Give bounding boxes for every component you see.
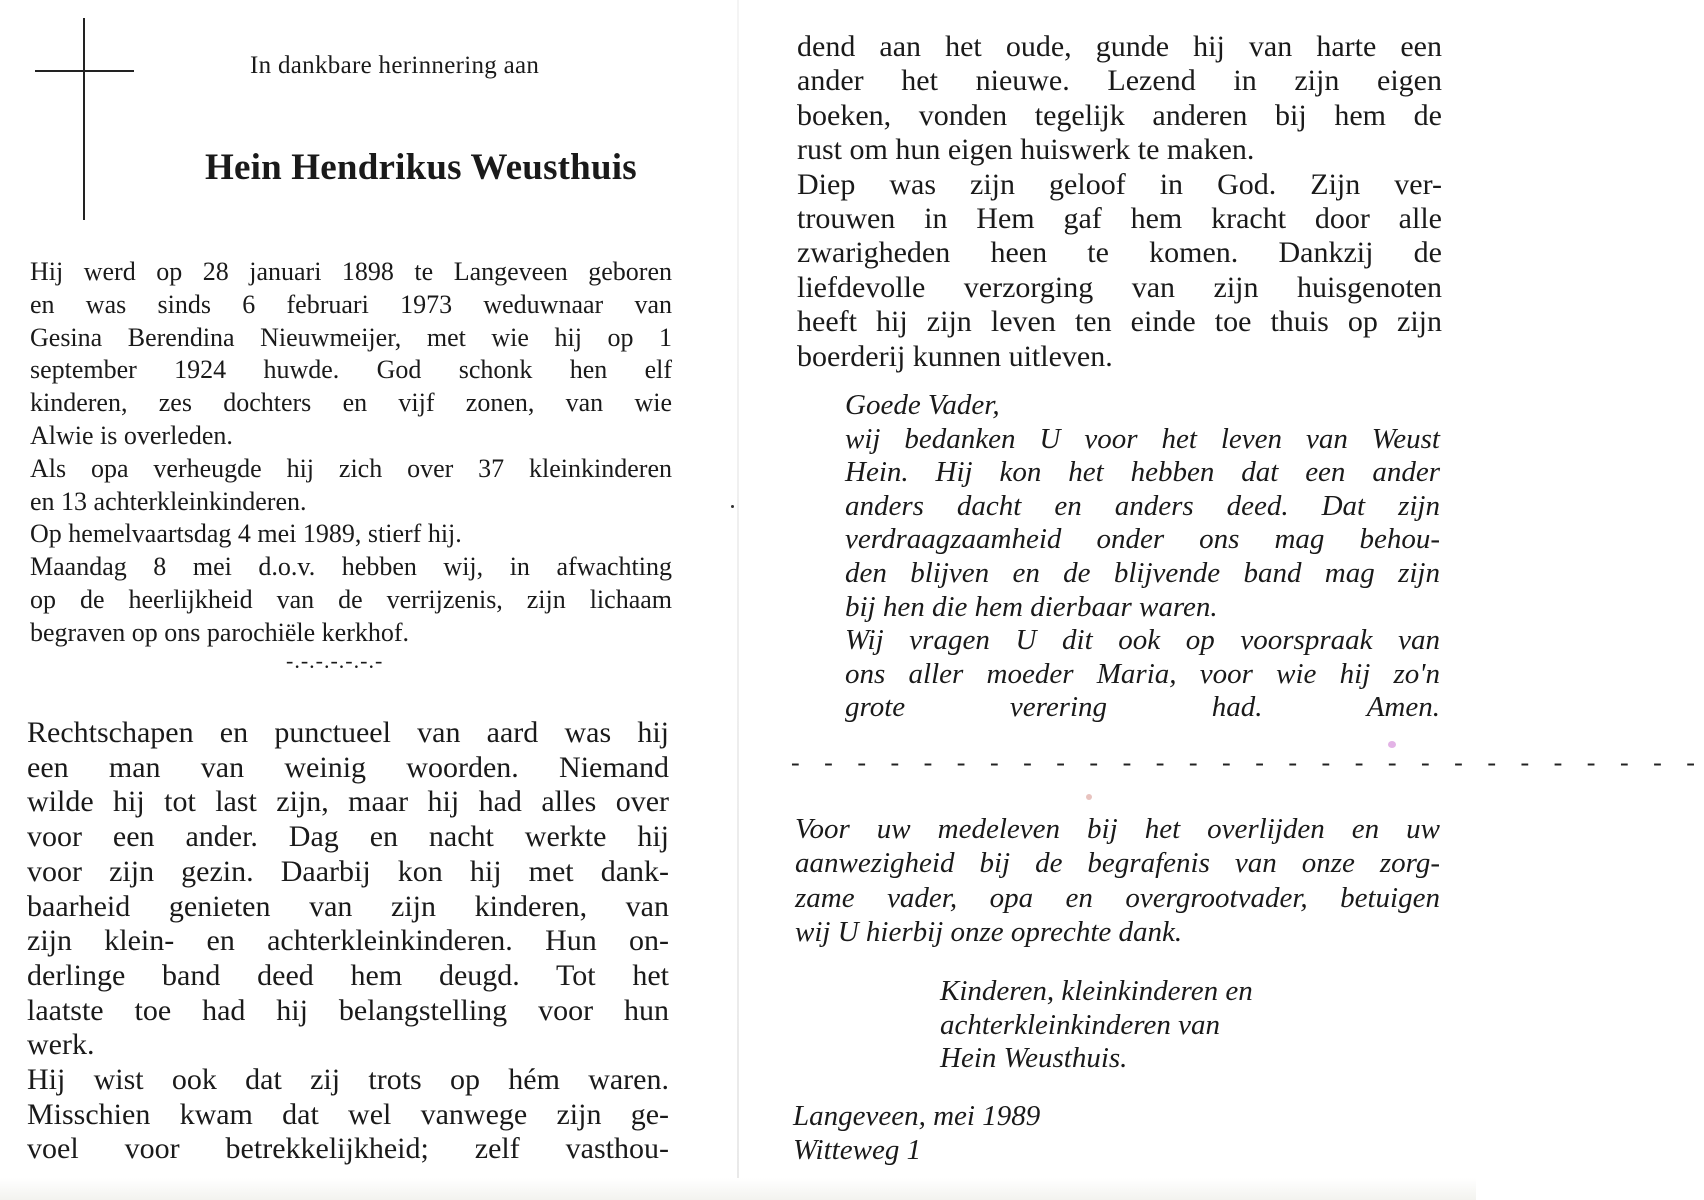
prayer-line: Wij vragen U dit ook op voorspraak van [845, 624, 1440, 657]
biography-line: kinderen, zes dochters en vijf zonen, van wie [30, 388, 672, 418]
character-line: Hij wist ook dat zij trots op hém waren. [27, 1063, 669, 1097]
biography-line: Alwie is overleden. [30, 420, 233, 450]
place-date: Langeveen, mei 1989 [793, 1100, 1041, 1132]
biography-line: Als opa verheugde hij zich over 37 kleinkinderen [30, 453, 672, 483]
character-line: heeft hij zijn leven ten einde toe thuis op zijn [797, 305, 1442, 339]
thanks-line: wij U hierbij onze oprechte dank. [795, 915, 1183, 948]
thanks-line: Voor uw medeleven bij het overlijden en uw [795, 813, 1440, 845]
biography-line: Gesina Berendina Nieuwmeijer, met wie hij op 1 [30, 322, 672, 352]
prayer-line: bij hen die hem dierbaar waren. [845, 590, 1218, 623]
character-line: werk. [27, 1028, 95, 1062]
character-line: Misschien kwam dat wel vanwege zijn ge- [27, 1097, 669, 1131]
character-line: voor een ander. Dag en nacht werkte hij [27, 820, 669, 854]
prayer-line: wij bedanken U voor het leven van Weust [845, 422, 1440, 455]
signature-line: Hein Weusthuis. [940, 1042, 1128, 1074]
prayer-line: Hein. Hij kon het hebben dat een ander [845, 456, 1440, 489]
character-line: boeken, vonden tegelijk anderen bij hem de [797, 98, 1442, 132]
biography-line: september 1924 huwde. God schonk hen elf [30, 355, 672, 385]
prayer-line: verdraagzaamheid onder ons mag behou- [845, 523, 1440, 556]
address: Witteweg 1 [793, 1134, 922, 1166]
biography-line: Hij werd op 28 januari 1898 te Langeveen geboren [30, 257, 672, 286]
thanks-line: zame vader, opa en overgrootvader, betuigen [795, 881, 1440, 914]
card-bottom-edge [0, 1178, 1476, 1200]
character-line: voel voor betrekkelijkheid; zelf vasthou- [27, 1132, 669, 1166]
paper-speck [1086, 794, 1092, 800]
cross-horizontal-bar [35, 70, 134, 72]
character-line: zwarigheden heen te komen. Dankzij de [797, 236, 1442, 270]
character-line: wilde hij tot last zijn, maar hij had alles over [27, 785, 669, 819]
section-separator: -.-.-.-.-.-.- [286, 648, 384, 673]
signature-line: achterkleinkinderen van [940, 1008, 1220, 1041]
paper-speck [731, 505, 734, 508]
biography-line: Maandag 8 mei d.o.v. hebben wij, in afwachting [30, 552, 672, 582]
prayer-amen: Amen. [1366, 691, 1440, 724]
character-line: derlinge band deed hem deugd. Tot het [27, 958, 669, 992]
thanks-line: aanwezigheid bij de begrafenis van onze zorg- [795, 847, 1440, 880]
signature-block [940, 975, 1360, 1076]
biography-line: begraven op ons parochiële kerkhof. [30, 617, 410, 647]
character-line: een man van weinig woorden. Niemand [27, 750, 669, 784]
place-date-block [793, 1099, 1193, 1167]
character-paragraph-left [27, 716, 669, 1167]
character-line: voor zijn gezin. Daarbij kon hij met dank- [27, 854, 669, 888]
memorial-intro: In dankbare herinnering aan [250, 52, 540, 79]
character-line: liefdevolle verzorging van zijn huisgenoten [797, 270, 1442, 304]
prayer-closing-line [845, 691, 1440, 725]
biography-paragraph [30, 256, 672, 650]
prayer-line: Goede Vader, [845, 389, 1000, 421]
character-line: baarheid genieten van zijn kinderen, van [27, 889, 669, 923]
biography-line: en was sinds 6 februari 1973 weduwnaar van [30, 289, 672, 319]
prayer-line: ons aller moeder Maria, voor wie hij zo'n [845, 657, 1440, 690]
cross-vertical-bar [83, 18, 85, 220]
paper-speck [1388, 741, 1396, 748]
biography-line: Op hemelvaartsdag 4 mei 1989, stierf hij. [30, 519, 462, 549]
signature-line: Kinderen, kleinkinderen en [940, 975, 1253, 1007]
prayer-last-line: grote verering had. [845, 691, 1263, 724]
thanks-paragraph [795, 812, 1440, 949]
dashed-divider: - - - - - - - - - - - - - - - - - - - - - - - - - - - - [791, 748, 1704, 777]
character-line: rust om hun eigen huiswerk te maken. [797, 133, 1255, 167]
deceased-name: Hein Hendrikus Weusthuis [205, 147, 637, 188]
character-paragraph-right [797, 30, 1442, 374]
biography-line: en 13 achterkleinkinderen. [30, 486, 307, 516]
character-line: zijn klein- en achterkleinkinderen. Hun on- [27, 924, 669, 958]
character-line: trouwen in Hem gaf hem kracht door alle [797, 202, 1442, 236]
character-line: boerderij kunnen uitleven. [797, 339, 1113, 373]
biography-line: op de heerlijkheid van de verrijzenis, zijn lichaam [30, 584, 672, 614]
prayer-line: den blijven en de blijvende band mag zijn [845, 556, 1440, 589]
character-line: ander het nieuwe. Lezend in zijn eigen [797, 64, 1442, 98]
character-line: Rechtschapen en punctueel van aard was hij [27, 716, 669, 749]
character-line: laatste toe had hij belangstelling voor hun [27, 993, 669, 1027]
character-line: dend aan het oude, gunde hij van harte een [797, 30, 1442, 63]
card-fold-line [737, 0, 739, 1200]
prayer-block [845, 389, 1440, 725]
character-line: Diep was zijn geloof in God. Zijn ver- [797, 167, 1442, 201]
prayer-line: anders dacht en anders deed. Dat zijn [845, 489, 1440, 522]
